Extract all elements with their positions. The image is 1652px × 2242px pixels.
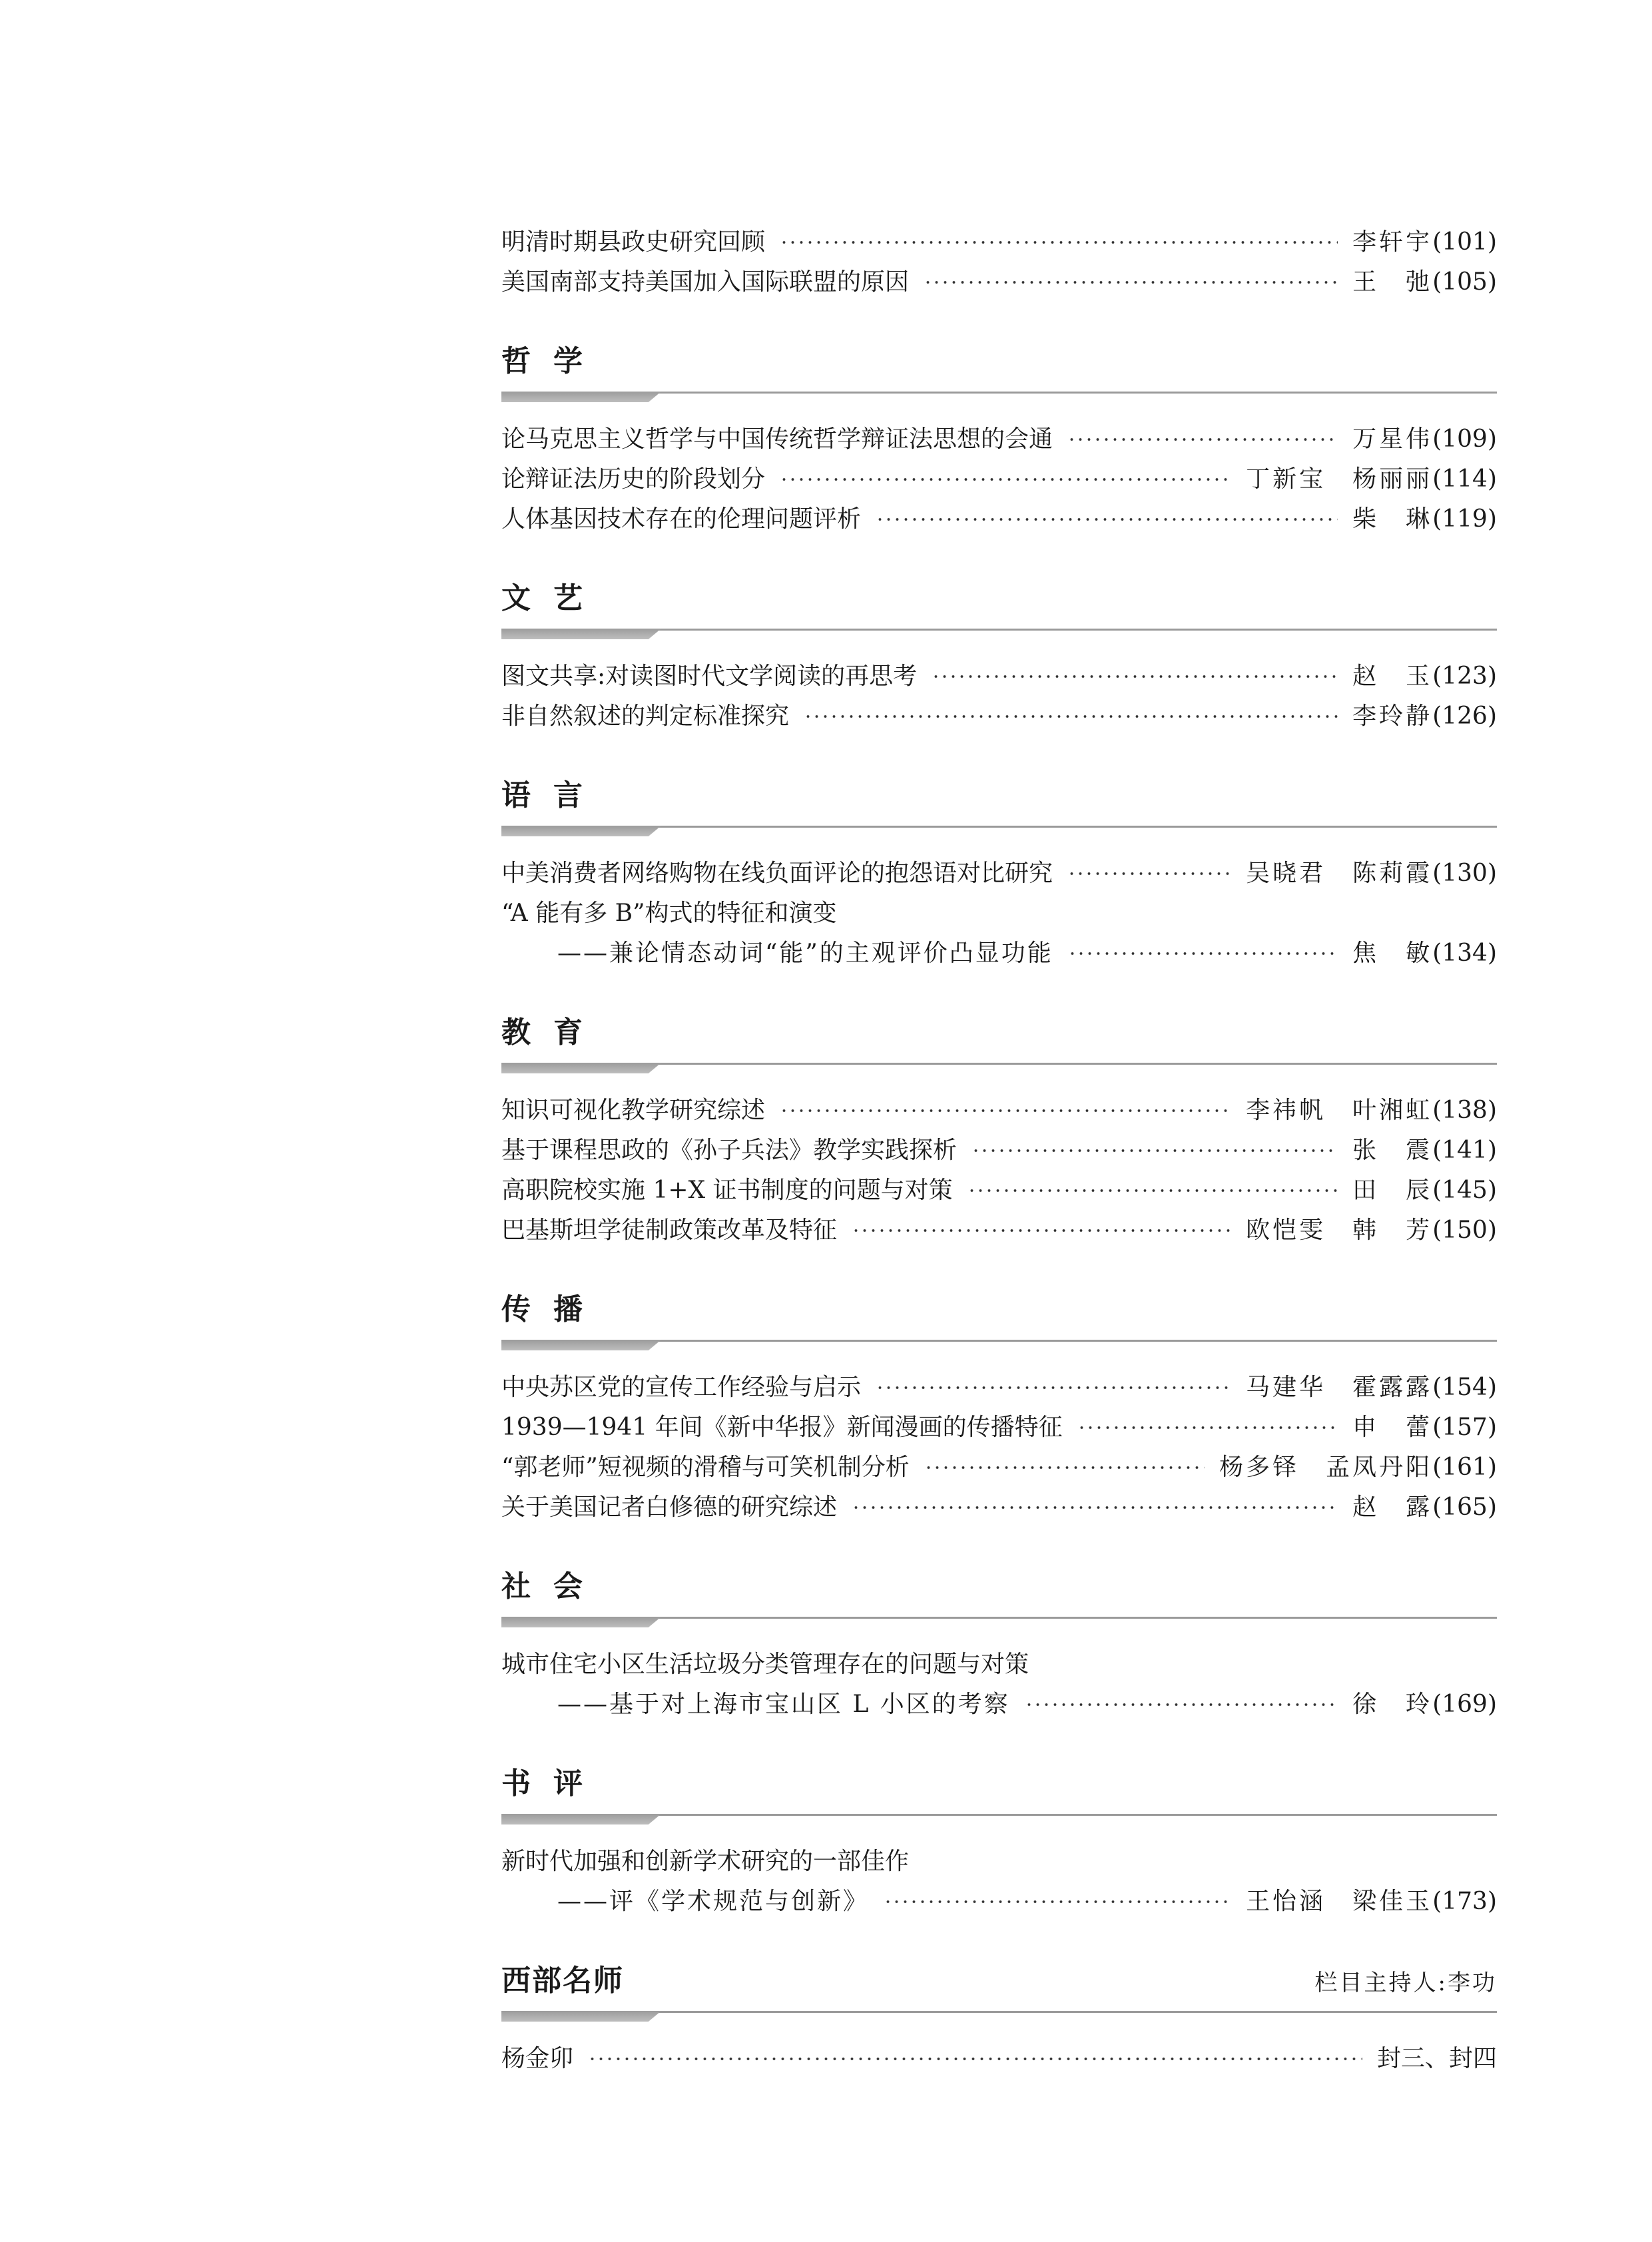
author-name: 叶湘虹	[1352, 1097, 1433, 1124]
entry-subtitle: ——基于对上海市宝山区 L 小区的考察	[557, 1691, 1010, 1718]
toc-section	[501, 1761, 1497, 1922]
entry-title: 新时代加强和创新学术研究的一部佳作	[501, 1848, 910, 1875]
rule-tab	[501, 629, 661, 639]
entry-page: (154)	[1432, 1374, 1497, 1401]
dot-leader	[1077, 1424, 1338, 1432]
toc-entry	[501, 697, 1497, 736]
dot-leader	[780, 238, 1338, 246]
entry-author	[1352, 1685, 1432, 1725]
dot-leader	[780, 475, 1231, 483]
entry-page: (141)	[1432, 1137, 1497, 1164]
section-header	[501, 1563, 1497, 1610]
entry-title: “郭老师”短视频的滑稽与可笑机制分析	[501, 1454, 910, 1481]
entry-page: (173)	[1432, 1888, 1497, 1915]
entry-author	[1246, 459, 1432, 499]
entry-title-line	[501, 1645, 1497, 1685]
toc-entry	[501, 1882, 1497, 1922]
dot-leader	[876, 1384, 1231, 1392]
entry-title: 知识可视化教学研究综述	[501, 1097, 766, 1124]
author-name: 敏	[1406, 940, 1433, 967]
author-name: 蕾	[1406, 1414, 1433, 1441]
entry-title: 基于课程思政的《孙子兵法》教学实践探析	[501, 1137, 958, 1164]
entry-author	[1219, 1448, 1432, 1488]
entry-title: 图文共享:对读图时代文学阅读的再思考	[501, 663, 918, 690]
entry-author	[1352, 222, 1432, 262]
author-name: 辰	[1406, 1177, 1433, 1204]
section-rule	[501, 1340, 1497, 1354]
entry-page: (165)	[1432, 1494, 1497, 1521]
toc-entry	[501, 1685, 1497, 1725]
author-name: 欧恺雯	[1246, 1217, 1326, 1244]
author-name: 万星伟	[1352, 425, 1433, 453]
rule-tab	[501, 1814, 661, 1824]
entry-title-line	[501, 894, 1497, 934]
section-rule	[501, 826, 1497, 840]
author-name: 赵	[1352, 1494, 1380, 1521]
dot-leader	[852, 1504, 1338, 1512]
dot-leader	[884, 1898, 1231, 1906]
entry-title: 明清时期县政史研究回顾	[501, 228, 766, 256]
toc-section	[501, 1009, 1497, 1251]
author-name: 杨多铎	[1219, 1454, 1300, 1481]
rule-tab	[501, 1617, 661, 1627]
entry-author	[1352, 499, 1432, 539]
section-title: 语言	[501, 778, 605, 812]
entry-page: (109)	[1432, 425, 1497, 453]
section-rule	[501, 1617, 1497, 1631]
dot-leader	[1067, 870, 1231, 878]
section-host: 栏目主持人:李功	[1314, 1970, 1497, 1996]
section-title: 教育	[501, 1015, 605, 1049]
dot-leader	[588, 2055, 1362, 2063]
dot-leader	[780, 1107, 1231, 1115]
entry-title: 1939—1941 年间《新中华报》新闻漫画的传播特征	[501, 1414, 1063, 1441]
entry-page: 封三、封四	[1376, 2045, 1497, 2072]
toc-section	[501, 575, 1497, 736]
toc-section	[501, 1958, 1497, 2079]
author-name: 霍露露	[1352, 1374, 1433, 1401]
entry-page: (105)	[1432, 268, 1497, 296]
entry-page: (119)	[1432, 505, 1497, 533]
author-name: 赵	[1352, 663, 1380, 690]
author-name: 柴	[1352, 505, 1380, 533]
entry-subtitle: ——兼论情态动词“能”的主观评价凸显功能	[557, 940, 1053, 967]
entry-title: 巴基斯坦学徒制政策改革及特征	[501, 1217, 838, 1244]
entry-author	[1246, 1091, 1432, 1131]
entry-page: (114)	[1432, 465, 1497, 493]
section-rule	[501, 1063, 1497, 1077]
entry-author	[1246, 854, 1432, 894]
dot-leader	[1025, 1701, 1338, 1709]
toc-entry	[501, 854, 1497, 894]
toc-entry	[501, 1211, 1497, 1251]
toc-entry	[501, 420, 1497, 459]
dot-leader	[967, 1187, 1338, 1195]
section-rule	[501, 2011, 1497, 2026]
section-header	[501, 575, 1497, 622]
lead-entries	[501, 222, 1497, 302]
table-of-contents	[501, 222, 1497, 2079]
entry-title: 高职院校实施 1+X 证书制度的问题与对策	[501, 1177, 953, 1204]
author-name: 吴晓君	[1246, 860, 1326, 887]
section-header	[501, 1761, 1497, 1807]
entry-title: 城市住宅小区生活垃圾分类管理存在的问题与对策	[501, 1651, 1029, 1678]
entry-page: (157)	[1432, 1414, 1497, 1441]
toc-entry	[501, 1171, 1497, 1211]
entry-author	[1352, 420, 1432, 459]
section-rule	[501, 1814, 1497, 1828]
dot-leader	[971, 1147, 1338, 1155]
author-name: 王	[1352, 268, 1380, 296]
toc-section	[501, 1563, 1497, 1725]
section-header	[501, 1958, 1497, 2004]
author-name: 露	[1406, 1494, 1433, 1521]
toc-entry	[501, 2039, 1497, 2079]
author-name: 丁新宝	[1246, 465, 1326, 493]
entry-subtitle: ——评《学术规范与创新》	[557, 1888, 870, 1915]
entry-title: 论辩证法历史的阶段划分	[501, 465, 766, 493]
section-header	[501, 338, 1497, 385]
author-name: 芳	[1406, 1217, 1433, 1244]
entry-page: (123)	[1432, 663, 1497, 690]
entry-page: (138)	[1432, 1097, 1497, 1124]
entry-author	[1246, 1882, 1432, 1922]
section-title: 西部名师	[501, 1964, 624, 1998]
entry-author	[1352, 1131, 1432, 1171]
entry-title: 杨金卯	[501, 2045, 574, 2072]
entry-title: 美国南部支持美国加入国际联盟的原因	[501, 268, 910, 296]
entry-author	[1352, 934, 1432, 974]
entry-title: 关于美国记者白修德的研究综述	[501, 1494, 838, 1521]
entry-page: (134)	[1432, 940, 1497, 967]
author-name: 震	[1406, 1137, 1433, 1164]
entry-title: “A 能有多 B”构式的特征和演变	[501, 900, 837, 927]
section-header	[501, 1286, 1497, 1333]
entry-title: 中央苏区党的宣传工作经验与启示	[501, 1374, 862, 1401]
entry-title-line	[501, 1842, 1497, 1882]
section-title: 传播	[501, 1292, 605, 1326]
toc-section	[501, 1286, 1497, 1528]
toc-entry	[501, 1091, 1497, 1131]
section-title: 哲学	[501, 344, 605, 378]
author-name: 徐	[1352, 1691, 1380, 1718]
author-name: 孟凤丹阳	[1326, 1454, 1433, 1481]
entry-title: 中美消费者网络购物在线负面评论的抱怨语对比研究	[501, 860, 1053, 887]
author-name: 陈莉霞	[1352, 860, 1433, 887]
author-name: 李祎帆	[1246, 1097, 1326, 1124]
author-name: 韩	[1352, 1217, 1380, 1244]
toc-entry	[501, 934, 1497, 974]
author-name: 玉	[1406, 663, 1433, 690]
entry-author	[1352, 657, 1432, 697]
author-name: 焦	[1352, 940, 1380, 967]
entry-page: (126)	[1432, 702, 1497, 730]
dot-leader	[1068, 950, 1338, 958]
toc-entry	[501, 1368, 1497, 1408]
toc-entry	[501, 1408, 1497, 1448]
author-name: 田	[1352, 1177, 1380, 1204]
section-title: 书评	[501, 1767, 605, 1801]
entry-page: (101)	[1432, 228, 1497, 256]
author-name: 杨丽丽	[1352, 465, 1433, 493]
section-header	[501, 1009, 1497, 1056]
toc-entry	[501, 499, 1497, 539]
author-name: 琳	[1406, 505, 1433, 533]
author-name: 李玲静	[1352, 702, 1433, 730]
entry-title: 人体基因技术存在的伦理问题评析	[501, 505, 862, 533]
dot-leader	[852, 1227, 1231, 1235]
entry-author	[1246, 1211, 1432, 1251]
dot-leader	[1067, 435, 1338, 443]
dot-leader	[924, 278, 1338, 286]
toc-entry	[501, 657, 1497, 697]
author-name: 梁佳玉	[1352, 1888, 1433, 1915]
dot-leader	[876, 515, 1338, 523]
section-rule	[501, 629, 1497, 643]
toc-section	[501, 338, 1497, 539]
entry-title: 论马克思主义哲学与中国传统哲学辩证法思想的会通	[501, 425, 1053, 453]
entry-page: (150)	[1432, 1217, 1497, 1244]
section-rule	[501, 392, 1497, 406]
author-name: 张	[1352, 1137, 1380, 1164]
author-name: 王怡涵	[1246, 1888, 1326, 1915]
section-title: 文艺	[501, 581, 605, 615]
entry-page: (169)	[1432, 1691, 1497, 1718]
entry-author	[1352, 697, 1432, 736]
toc-entry	[501, 222, 1497, 262]
toc-entry	[501, 1488, 1497, 1528]
author-name: 马建华	[1246, 1374, 1326, 1401]
entry-author	[1246, 1368, 1432, 1408]
toc-entry	[501, 459, 1497, 499]
entry-author	[1352, 1171, 1432, 1211]
entry-title: 非自然叙述的判定标准探究	[501, 702, 790, 730]
toc-entry	[501, 262, 1497, 302]
rule-tab	[501, 392, 661, 402]
rule-tab	[501, 2011, 661, 2022]
dot-leader	[924, 1464, 1205, 1472]
dot-leader	[804, 712, 1338, 720]
entry-author	[1352, 262, 1432, 302]
entry-page: (161)	[1432, 1454, 1497, 1481]
entry-page: (130)	[1432, 860, 1497, 887]
toc-entry	[501, 1131, 1497, 1171]
author-name: 弛	[1406, 268, 1433, 296]
toc-entry	[501, 1448, 1497, 1488]
author-name: 玲	[1406, 1691, 1433, 1718]
toc-section	[501, 772, 1497, 974]
rule-tab	[501, 1340, 661, 1350]
entry-author	[1352, 1408, 1432, 1448]
author-name: 李轩宇	[1352, 228, 1433, 256]
rule-tab	[501, 826, 661, 836]
entry-author	[1352, 1488, 1432, 1528]
section-header	[501, 772, 1497, 819]
author-name: 申	[1352, 1414, 1380, 1441]
rule-tab	[501, 1063, 661, 1073]
dot-leader	[932, 673, 1338, 681]
entry-page: (145)	[1432, 1177, 1497, 1204]
section-title: 社会	[501, 1569, 605, 1603]
